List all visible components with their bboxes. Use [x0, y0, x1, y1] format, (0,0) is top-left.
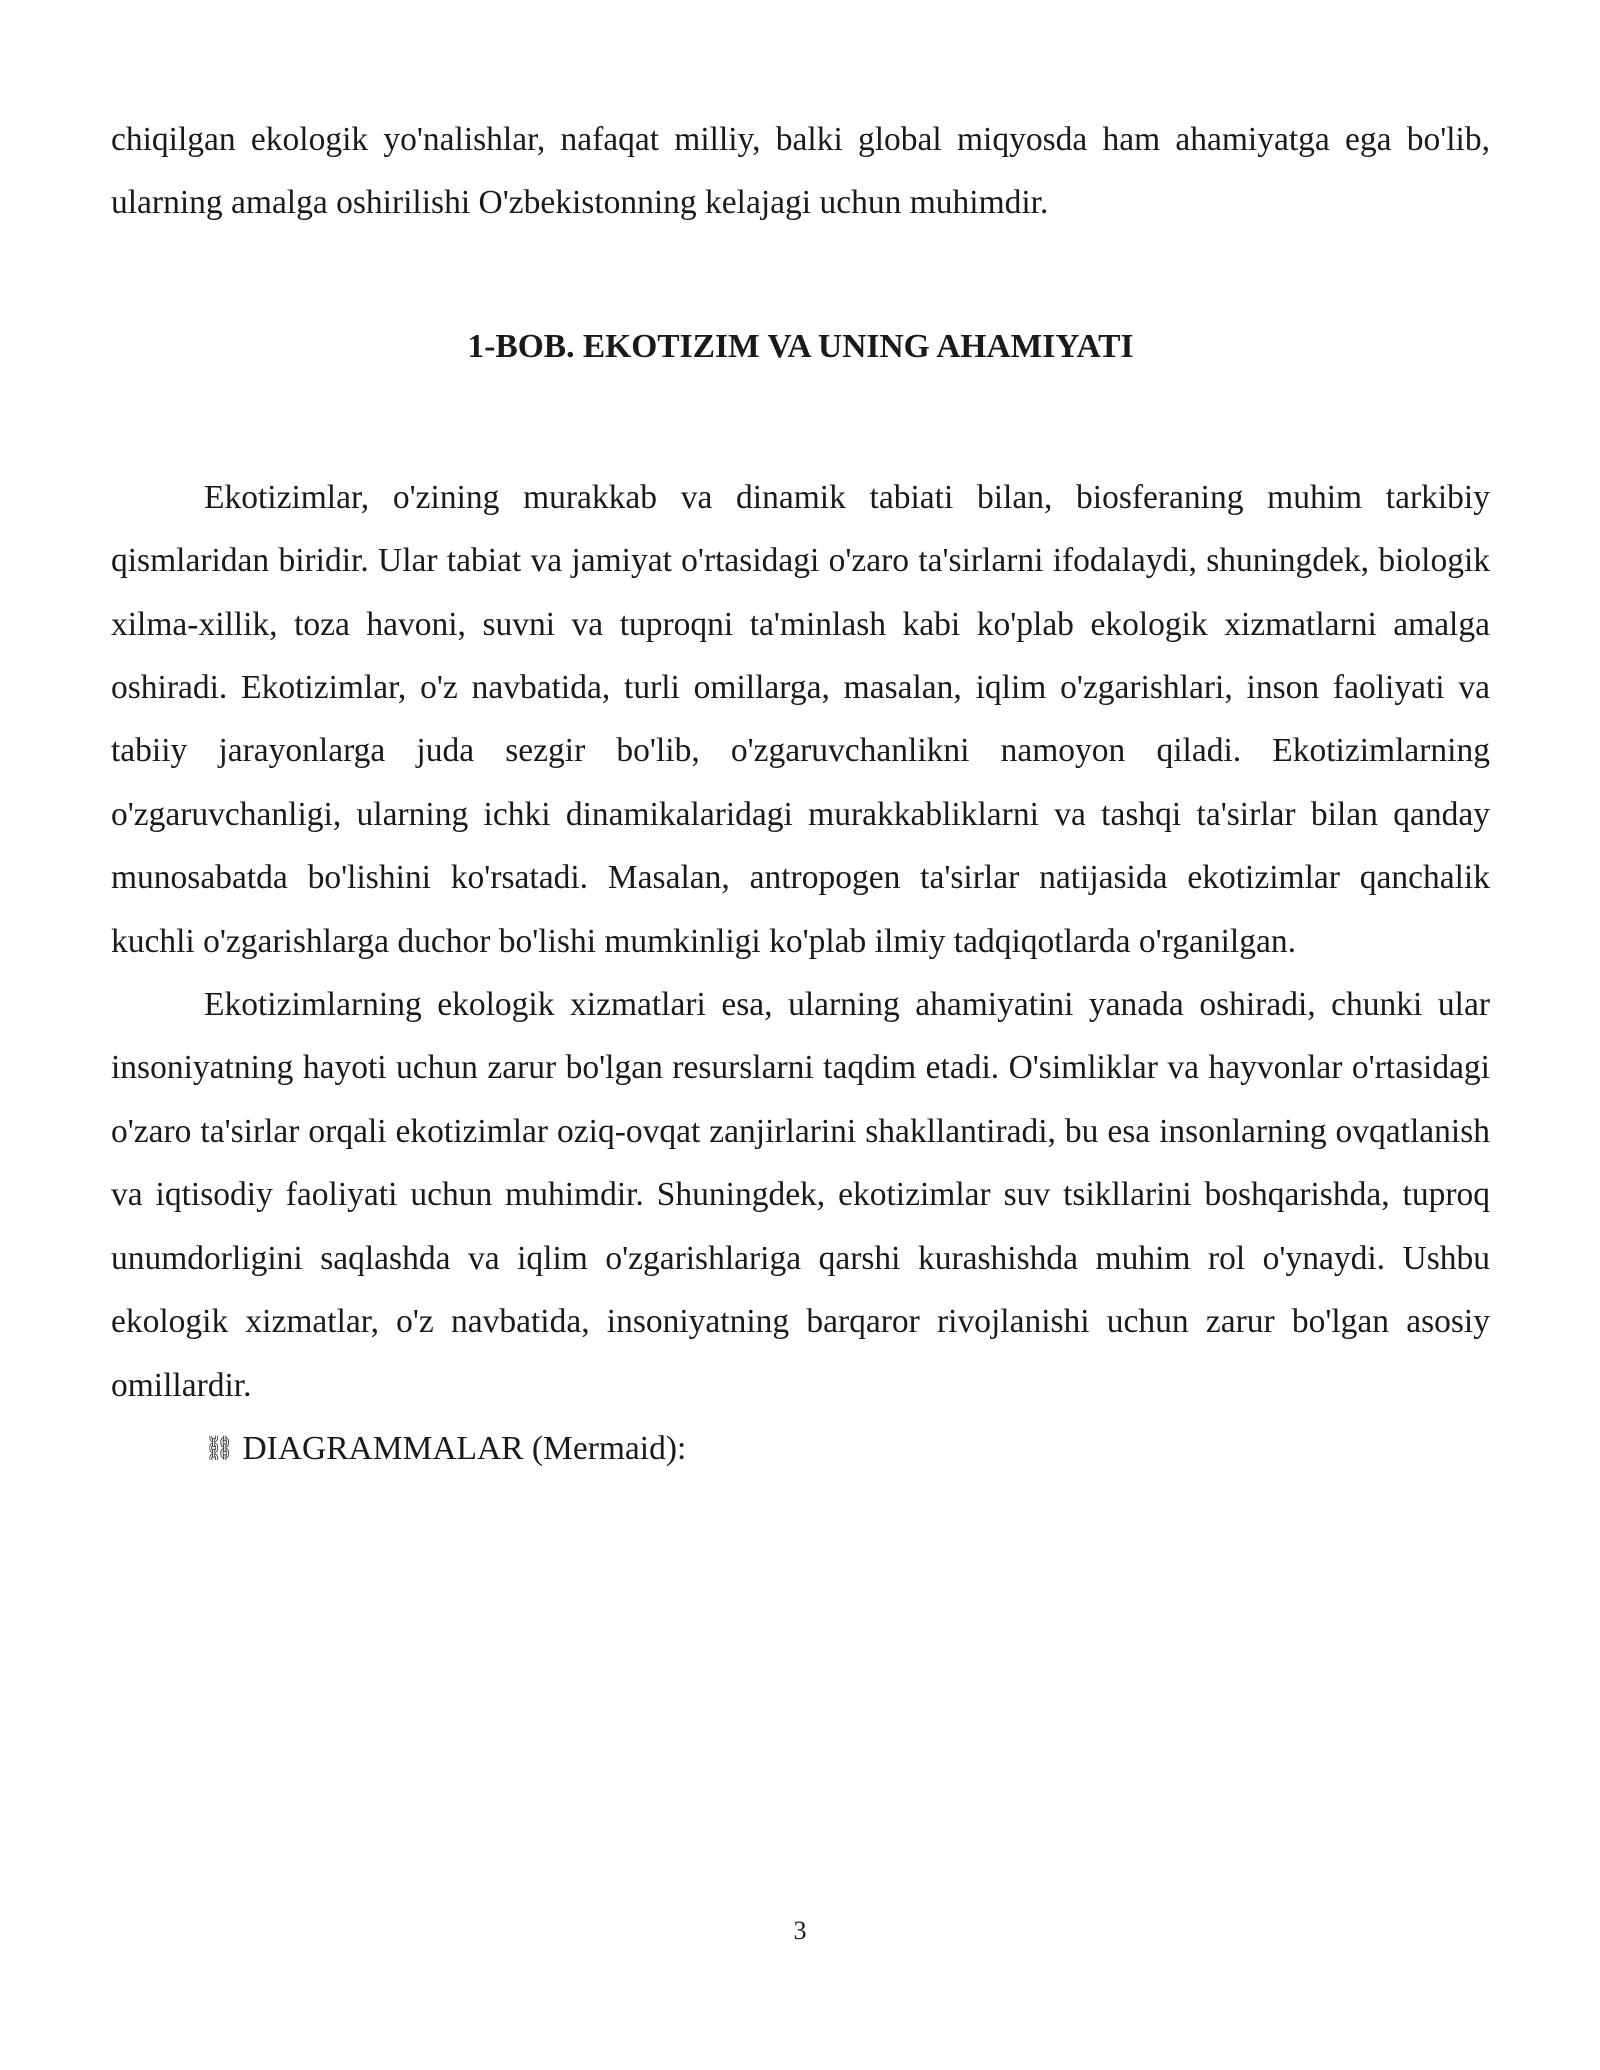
page-number: 3 — [793, 1916, 807, 1945]
body-paragraph-1: Ekotizimlar, o'zining murakkab va dinamik tabiati bilan, biosferaning muhim tarkibiy qismlaridan biridir. Ular tabiat va jamiyat o'rtasidagi o'zaro ta'sirlarni ifodalaydi, shuningdek, biologik xilma-xillik, toza havoni, suvni va tuproqni ta'minlash kabi ko'plab ekologik xizmatlarni amalga oshiradi. Ekotizimlar, o'z navbatida, turli omillarga, masalan, iqlim o'zgarishlari, inson faoliyati va tabiiy jarayonlarga juda sezgir bo'lib, o'zgaruvchanlikni namoyon qiladi. Ekotizimlarning o'zgaruvchanligi, ularning ichki dinamikalaridagi murakkabliklarni va tashqi ta'sirlar bilan qanday munosabatda bo'lishini ko'rsatadi. Masalan, antropogen ta'sirlar natijasida ekotizimlar qanchalik kuchli o'zgarishlarga duchor bo'lishi mumkinligi ko'plab ilmiy tadqiqotlarda o'rganilgan. — [111, 478, 1490, 960]
chain-link-icon: ⛓ — [204, 1433, 235, 1462]
diagram-label-text: DIAGRAMMALAR (Mermaid): — [242, 1429, 687, 1467]
chapter-heading: 1-BOB. EKOTIZIM VA UNING AHAMIYATI — [467, 327, 1134, 365]
body-paragraph-2: Ekotizimlarning ekologik xizmatlari esa, ularning ahamiyatini yanada oshiradi, chunki ular insoniyatning hayoti uchun zarur bo'lgan resurslarni taqdim etadi. O'simliklar va hayvonlar o'rtasidagi o'zaro ta'sirlar orqali ekotizimlar oziq-ovqat zanjirlarini shakllantiradi, bu esa insonlarning ovqatlanish va iqtisodiy faoliyati uchun muhimdir. Shuningdek, ekotizimlar suv tsikllarini boshqarishda, tuproq unumdorligini saqlashda va iqlim o'zgarishlariga qarshi kurashishda muhim rol o'ynaydi. Ushbu ekologik xizmatlar, o'z navbatida, insoniyatning barqaror rivojlanishi uchun zarur bo'lgan asosiy omillardir. — [111, 986, 1490, 1404]
diagram-section-label — [111, 1417, 1490, 1480]
document-page — [111, 108, 1490, 1480]
intro-paragraph: chiqilgan ekologik yo'nalishlar, nafaqat milliy, balki global miqyosda ham ahamiyatga ega bo'lib, ularning amalga oshirilishi O'zbekistonning kelajagi uchun muhimdir. — [111, 121, 1490, 222]
